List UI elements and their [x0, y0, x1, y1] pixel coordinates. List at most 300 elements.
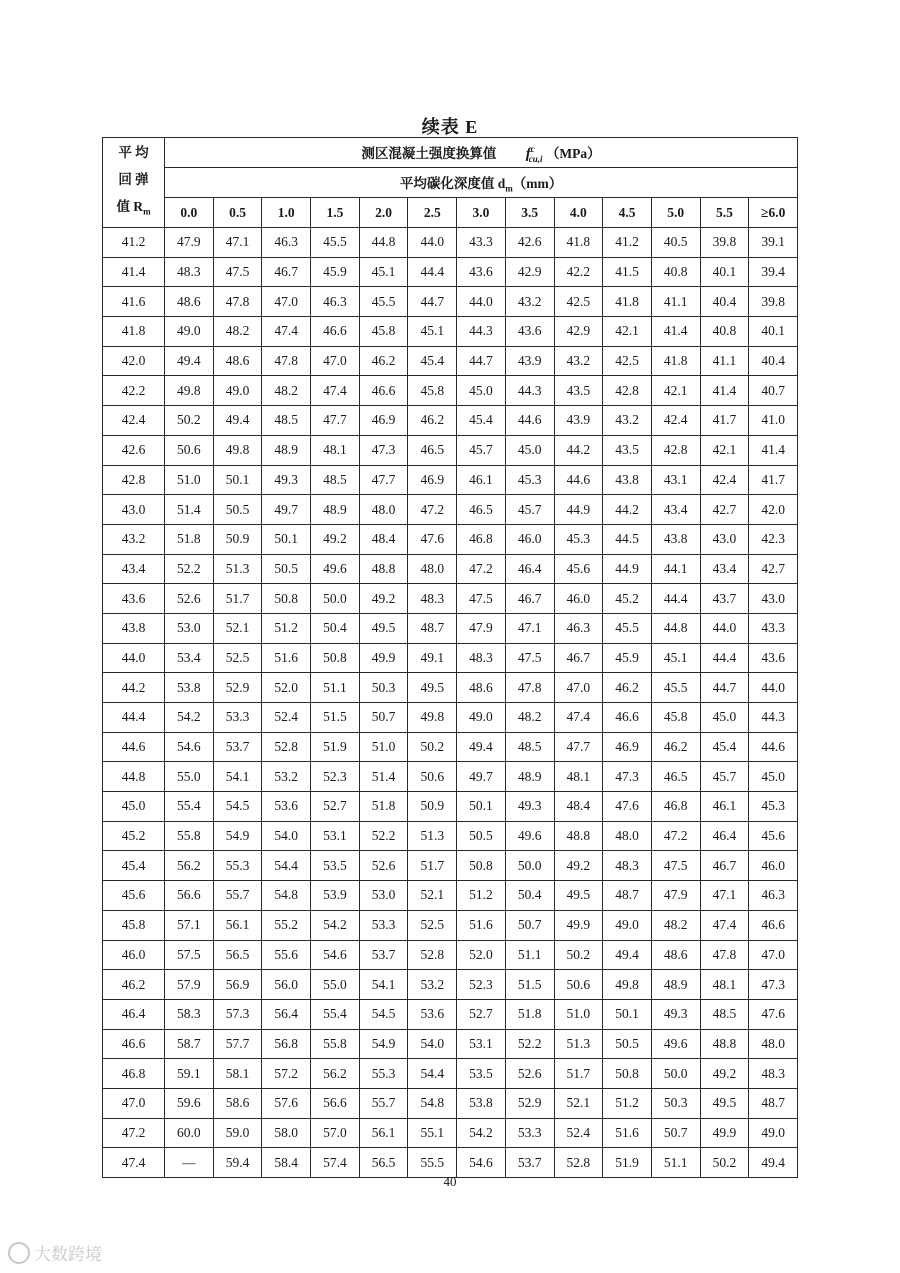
- strength-value-cell: 49.8: [603, 970, 652, 1000]
- table-row: [103, 317, 798, 347]
- strength-value-cell: 53.3: [505, 1118, 554, 1148]
- strength-value-cell: 51.5: [505, 970, 554, 1000]
- strength-value-cell: 47.8: [505, 673, 554, 703]
- strength-value-cell: 46.1: [700, 792, 749, 822]
- rm-header-line2: 回 弹: [118, 172, 149, 188]
- strength-value-cell: 52.7: [311, 792, 360, 822]
- strength-value-cell: 46.2: [359, 346, 408, 376]
- strength-value-cell: 46.8: [457, 524, 506, 554]
- depth-header-cell: [165, 168, 798, 198]
- strength-value-cell: 40.1: [700, 257, 749, 287]
- strength-value-cell: 45.8: [359, 317, 408, 347]
- strength-value-cell: 52.8: [408, 940, 457, 970]
- strength-value-cell: 50.8: [603, 1059, 652, 1089]
- strength-value-cell: 48.8: [700, 1029, 749, 1059]
- table-row: [103, 435, 798, 465]
- rm-value-cell: 46.8: [103, 1059, 165, 1089]
- strength-value-cell: 49.3: [262, 465, 311, 495]
- strength-value-cell: 51.6: [603, 1118, 652, 1148]
- strength-value-cell: 44.7: [408, 287, 457, 317]
- strength-value-cell: 54.2: [165, 703, 214, 733]
- strength-value-cell: 49.3: [505, 792, 554, 822]
- strength-value-cell: 48.6: [165, 287, 214, 317]
- strength-value-cell: 56.1: [213, 910, 262, 940]
- strength-value-cell: 46.9: [603, 732, 652, 762]
- strength-value-cell: 43.6: [505, 317, 554, 347]
- strength-value-cell: 49.2: [359, 584, 408, 614]
- strength-symbol: $f^c_{cu,i}$: [525, 143, 543, 164]
- strength-value-cell: 51.9: [603, 1148, 652, 1178]
- strength-value-cell: 47.4: [311, 376, 360, 406]
- strength-value-cell: 51.2: [603, 1088, 652, 1118]
- strength-value-cell: 57.4: [311, 1148, 360, 1178]
- table-row: [103, 821, 798, 851]
- header-row-strength: [103, 138, 798, 168]
- strength-value-cell: 48.7: [749, 1088, 798, 1118]
- strength-value-cell: 52.9: [213, 673, 262, 703]
- strength-value-cell: 46.6: [311, 317, 360, 347]
- strength-value-cell: 48.2: [651, 910, 700, 940]
- strength-value-cell: 55.7: [213, 881, 262, 911]
- strength-value-cell: 46.3: [749, 881, 798, 911]
- strength-value-cell: 49.5: [554, 881, 603, 911]
- strength-value-cell: 46.7: [700, 851, 749, 881]
- strength-value-cell: 46.3: [554, 613, 603, 643]
- strength-value-cell: 49.5: [700, 1088, 749, 1118]
- strength-value-cell: 44.6: [505, 406, 554, 436]
- watermark-logo-icon: [8, 1242, 30, 1264]
- table-row: [103, 228, 798, 258]
- strength-value-cell: 43.4: [651, 495, 700, 525]
- strength-value-cell: 47.8: [262, 346, 311, 376]
- strength-value-cell: 46.2: [408, 406, 457, 436]
- strength-value-cell: 53.3: [359, 910, 408, 940]
- table-row: [103, 762, 798, 792]
- strength-value-cell: 50.1: [213, 465, 262, 495]
- strength-value-cell: 48.1: [311, 435, 360, 465]
- strength-value-cell: 54.5: [359, 999, 408, 1029]
- strength-value-cell: 56.1: [359, 1118, 408, 1148]
- strength-value-cell: 45.9: [603, 643, 652, 673]
- strength-value-cell: 48.7: [603, 881, 652, 911]
- strength-value-cell: 47.6: [408, 524, 457, 554]
- strength-value-cell: 39.8: [749, 287, 798, 317]
- page-number: 40: [443, 1174, 457, 1189]
- strength-value-cell: 45.1: [408, 317, 457, 347]
- strength-value-cell: 55.5: [408, 1148, 457, 1178]
- strength-value-cell: 53.7: [505, 1148, 554, 1178]
- rm-value-cell: 42.0: [103, 346, 165, 376]
- strength-value-cell: 39.8: [700, 228, 749, 258]
- strength-value-cell: 46.2: [603, 673, 652, 703]
- strength-value-cell: 45.3: [505, 465, 554, 495]
- strength-value-cell: 46.0: [505, 524, 554, 554]
- strength-value-cell: 42.8: [603, 376, 652, 406]
- strength-value-cell: 45.0: [700, 703, 749, 733]
- strength-value-cell: 44.7: [700, 673, 749, 703]
- depth-header-10: 5.0: [651, 198, 700, 228]
- strength-value-cell: 51.8: [505, 999, 554, 1029]
- strength-value-cell: 47.5: [213, 257, 262, 287]
- strength-value-cell: 54.6: [457, 1148, 506, 1178]
- strength-value-cell: 47.3: [749, 970, 798, 1000]
- strength-value-cell: 51.7: [213, 584, 262, 614]
- strength-value-cell: 54.9: [359, 1029, 408, 1059]
- strength-value-cell: 52.3: [311, 762, 360, 792]
- strength-value-cell: 55.0: [311, 970, 360, 1000]
- strength-value-cell: 53.3: [213, 703, 262, 733]
- strength-value-cell: 50.1: [262, 524, 311, 554]
- strength-value-cell: 52.6: [359, 851, 408, 881]
- strength-value-cell: 41.7: [749, 465, 798, 495]
- strength-value-cell: 44.1: [651, 554, 700, 584]
- strength-value-cell: 46.1: [457, 465, 506, 495]
- rm-value-cell: 44.8: [103, 762, 165, 792]
- strength-value-cell: 44.0: [700, 613, 749, 643]
- strength-value-cell: 52.8: [554, 1148, 603, 1178]
- depth-header-5: 2.5: [408, 198, 457, 228]
- strength-value-cell: 47.2: [408, 495, 457, 525]
- depth-header-1: 0.5: [213, 198, 262, 228]
- strength-value-cell: 43.8: [603, 465, 652, 495]
- strength-value-cell: 42.1: [603, 317, 652, 347]
- table-row: [103, 1059, 798, 1089]
- strength-value-cell: 51.6: [457, 910, 506, 940]
- strength-value-cell: 53.6: [408, 999, 457, 1029]
- rm-value-cell: 42.4: [103, 406, 165, 436]
- strength-value-cell: 44.0: [408, 228, 457, 258]
- strength-value-cell: 40.4: [749, 346, 798, 376]
- strength-value-cell: 48.4: [554, 792, 603, 822]
- strength-value-cell: 49.8: [165, 376, 214, 406]
- strength-value-cell: 45.6: [749, 821, 798, 851]
- strength-value-cell: 51.9: [311, 732, 360, 762]
- strength-value-cell: 48.8: [554, 821, 603, 851]
- depth-header-4: 2.0: [359, 198, 408, 228]
- strength-value-cell: 46.3: [262, 228, 311, 258]
- strength-value-cell: 44.6: [749, 732, 798, 762]
- strength-value-cell: 43.2: [505, 287, 554, 317]
- strength-value-cell: 48.8: [359, 554, 408, 584]
- strength-value-cell: 51.0: [165, 465, 214, 495]
- strength-value-cell: 43.2: [554, 346, 603, 376]
- strength-value-cell: 52.1: [554, 1088, 603, 1118]
- rm-value-cell: 45.4: [103, 851, 165, 881]
- strength-value-cell: 50.2: [554, 940, 603, 970]
- strength-unit: （MPa）: [545, 145, 601, 161]
- strength-value-cell: 43.4: [700, 554, 749, 584]
- strength-value-cell: 41.8: [651, 346, 700, 376]
- strength-value-cell: 50.6: [165, 435, 214, 465]
- strength-value-cell: 45.2: [603, 584, 652, 614]
- strength-value-cell: 45.5: [603, 613, 652, 643]
- strength-value-cell: 47.4: [700, 910, 749, 940]
- rm-value-cell: 47.2: [103, 1118, 165, 1148]
- strength-value-cell: 50.2: [165, 406, 214, 436]
- strength-value-cell: 52.3: [457, 970, 506, 1000]
- strength-value-cell: 51.1: [505, 940, 554, 970]
- strength-value-cell: 57.5: [165, 940, 214, 970]
- strength-value-cell: 49.9: [554, 910, 603, 940]
- table-body: [103, 138, 798, 1178]
- strength-value-cell: 44.9: [603, 554, 652, 584]
- strength-value-cell: 58.3: [165, 999, 214, 1029]
- strength-value-cell: 49.0: [749, 1118, 798, 1148]
- watermark: [8, 1240, 102, 1265]
- strength-value-cell: 47.3: [603, 762, 652, 792]
- strength-value-cell: 54.4: [262, 851, 311, 881]
- depth-sub: m: [505, 183, 513, 194]
- strength-value-cell: 56.5: [359, 1148, 408, 1178]
- strength-value-cell: 52.4: [262, 703, 311, 733]
- strength-value-cell: 47.3: [359, 435, 408, 465]
- strength-value-cell: 49.2: [700, 1059, 749, 1089]
- rm-value-cell: 46.6: [103, 1029, 165, 1059]
- rm-value-cell: 46.0: [103, 940, 165, 970]
- strength-value-cell: 52.5: [213, 643, 262, 673]
- strength-value-cell: 45.8: [651, 703, 700, 733]
- table-row: [103, 732, 798, 762]
- strength-value-cell: 51.3: [408, 821, 457, 851]
- strength-value-cell: 44.0: [457, 287, 506, 317]
- strength-value-cell: 44.4: [700, 643, 749, 673]
- rm-value-cell: 45.6: [103, 881, 165, 911]
- strength-value-cell: 42.5: [554, 287, 603, 317]
- depth-header-0: 0.0: [165, 198, 214, 228]
- strength-value-cell: 41.8: [554, 228, 603, 258]
- strength-value-cell: 48.5: [262, 406, 311, 436]
- strength-value-cell: 48.1: [554, 762, 603, 792]
- strength-value-cell: 51.2: [262, 613, 311, 643]
- strength-value-cell: 55.8: [311, 1029, 360, 1059]
- depth-unit: （mm）: [512, 175, 563, 191]
- strength-value-cell: 50.5: [457, 821, 506, 851]
- strength-value-cell: 52.2: [165, 554, 214, 584]
- rm-value-cell: 46.2: [103, 970, 165, 1000]
- strength-value-cell: 50.8: [311, 643, 360, 673]
- strength-value-cell: 45.0: [457, 376, 506, 406]
- strength-value-cell: 43.9: [505, 346, 554, 376]
- strength-value-cell: 44.2: [603, 495, 652, 525]
- strength-value-cell: 49.0: [457, 703, 506, 733]
- strength-value-cell: 54.0: [262, 821, 311, 851]
- strength-value-cell: 48.9: [262, 435, 311, 465]
- strength-value-cell: 49.4: [213, 406, 262, 436]
- strength-value-cell: 54.0: [408, 1029, 457, 1059]
- strength-value-cell: 50.7: [651, 1118, 700, 1148]
- strength-value-cell: 43.3: [749, 613, 798, 643]
- strength-value-cell: 55.8: [165, 821, 214, 851]
- strength-value-cell: 39.1: [749, 228, 798, 258]
- strength-value-cell: 50.8: [262, 584, 311, 614]
- strength-value-cell: 45.1: [359, 257, 408, 287]
- strength-value-cell: 42.6: [505, 228, 554, 258]
- strength-value-cell: 51.2: [457, 881, 506, 911]
- strength-value-cell: 48.3: [457, 643, 506, 673]
- strength-value-cell: 42.7: [700, 495, 749, 525]
- strength-value-cell: 50.9: [213, 524, 262, 554]
- strength-value-cell: 47.1: [700, 881, 749, 911]
- strength-value-cell: 46.5: [408, 435, 457, 465]
- strength-value-cell: 57.1: [165, 910, 214, 940]
- strength-value-cell: 53.2: [262, 762, 311, 792]
- strength-value-cell: 48.7: [408, 613, 457, 643]
- table-row: [103, 465, 798, 495]
- strength-value-cell: 40.4: [700, 287, 749, 317]
- strength-value-cell: 41.5: [603, 257, 652, 287]
- strength-value-cell: 50.5: [262, 554, 311, 584]
- strength-value-cell: 43.5: [603, 435, 652, 465]
- strength-value-cell: 44.4: [651, 584, 700, 614]
- depth-header-3: 1.5: [311, 198, 360, 228]
- strength-value-cell: 52.2: [359, 821, 408, 851]
- strength-value-cell: 51.3: [554, 1029, 603, 1059]
- strength-value-cell: 46.0: [749, 851, 798, 881]
- strength-value-cell: 52.8: [262, 732, 311, 762]
- depth-header-6: 3.0: [457, 198, 506, 228]
- strength-value-cell: 42.4: [651, 406, 700, 436]
- strength-value-cell: 46.5: [651, 762, 700, 792]
- depth-header-9: 4.5: [603, 198, 652, 228]
- strength-value-cell: 39.4: [749, 257, 798, 287]
- rm-value-cell: 45.0: [103, 792, 165, 822]
- strength-value-cell: 48.9: [311, 495, 360, 525]
- strength-value-cell: 48.3: [749, 1059, 798, 1089]
- strength-value-cell: 48.3: [165, 257, 214, 287]
- strength-value-cell: 50.4: [505, 881, 554, 911]
- strength-value-cell: 47.5: [457, 584, 506, 614]
- strength-value-cell: 45.0: [505, 435, 554, 465]
- table-row: [103, 554, 798, 584]
- strength-value-cell: 48.5: [505, 732, 554, 762]
- strength-value-cell: 49.4: [749, 1148, 798, 1178]
- strength-value-cell: 49.0: [165, 317, 214, 347]
- strength-value-cell: 54.1: [213, 762, 262, 792]
- strength-value-cell: 45.4: [700, 732, 749, 762]
- strength-value-cell: 58.4: [262, 1148, 311, 1178]
- strength-value-cell: 59.6: [165, 1088, 214, 1118]
- rm-value-cell: 41.2: [103, 228, 165, 258]
- strength-value-cell: 56.2: [311, 1059, 360, 1089]
- strength-value-cell: 49.4: [165, 346, 214, 376]
- table-row: [103, 287, 798, 317]
- strength-value-cell: 49.4: [603, 940, 652, 970]
- strength-value-cell: 45.7: [457, 435, 506, 465]
- strength-value-cell: 55.4: [311, 999, 360, 1029]
- strength-value-cell: 42.8: [651, 435, 700, 465]
- strength-value-cell: 47.7: [311, 406, 360, 436]
- strength-value-cell: 46.4: [700, 821, 749, 851]
- strength-value-cell: 54.6: [311, 940, 360, 970]
- table-row: [103, 940, 798, 970]
- rm-value-cell: 45.8: [103, 910, 165, 940]
- rm-header-line3: 值 $R_m$: [116, 199, 151, 217]
- strength-value-cell: 52.9: [505, 1088, 554, 1118]
- strength-value-cell: 52.1: [408, 881, 457, 911]
- strength-value-cell: 46.6: [749, 910, 798, 940]
- strength-value-cell: 57.3: [213, 999, 262, 1029]
- strength-value-cell: 44.3: [457, 317, 506, 347]
- strength-value-cell: 43.5: [554, 376, 603, 406]
- strength-value-cell: 49.6: [505, 821, 554, 851]
- table-row: [103, 1029, 798, 1059]
- strength-value-cell: 44.8: [651, 613, 700, 643]
- strength-value-cell: 47.0: [262, 287, 311, 317]
- strength-value-cell: 55.6: [262, 940, 311, 970]
- strength-value-cell: 46.0: [554, 584, 603, 614]
- strength-value-cell: 51.7: [554, 1059, 603, 1089]
- depth-title: 平均碳化深度值 d: [399, 175, 506, 191]
- strength-value-cell: 45.7: [700, 762, 749, 792]
- strength-value-cell: 49.0: [213, 376, 262, 406]
- strength-value-cell: 46.7: [554, 643, 603, 673]
- strength-value-cell: 47.8: [213, 287, 262, 317]
- strength-value-cell: 42.1: [651, 376, 700, 406]
- depth-header-2: 1.0: [262, 198, 311, 228]
- strength-value-cell: 52.0: [457, 940, 506, 970]
- rm-value-cell: 45.2: [103, 821, 165, 851]
- strength-value-cell: 42.3: [749, 524, 798, 554]
- strength-value-cell: 45.5: [359, 287, 408, 317]
- rm-value-cell: 43.4: [103, 554, 165, 584]
- strength-value-cell: 46.5: [457, 495, 506, 525]
- strength-value-cell: 42.0: [749, 495, 798, 525]
- strength-value-cell: 43.3: [457, 228, 506, 258]
- strength-value-cell: 46.6: [359, 376, 408, 406]
- strength-value-cell: 55.1: [408, 1118, 457, 1148]
- strength-value-cell: 48.0: [408, 554, 457, 584]
- strength-value-cell: 57.0: [311, 1118, 360, 1148]
- rm-value-cell: 42.8: [103, 465, 165, 495]
- strength-value-cell: 45.3: [554, 524, 603, 554]
- strength-value-cell: 58.7: [165, 1029, 214, 1059]
- strength-value-cell: 52.4: [554, 1118, 603, 1148]
- watermark-text: 大数跨境: [34, 1245, 102, 1265]
- strength-value-cell: 49.5: [359, 613, 408, 643]
- table-row: [103, 406, 798, 436]
- rm-value-cell: 43.8: [103, 613, 165, 643]
- strength-value-cell: 55.4: [165, 792, 214, 822]
- strength-value-cell: 50.0: [311, 584, 360, 614]
- strength-value-cell: 53.0: [165, 613, 214, 643]
- strength-value-cell: 56.6: [165, 881, 214, 911]
- strength-value-cell: 47.5: [505, 643, 554, 673]
- table-row: [103, 673, 798, 703]
- strength-value-cell: 59.0: [213, 1118, 262, 1148]
- strength-value-cell: 59.1: [165, 1059, 214, 1089]
- strength-value-cell: 45.9: [311, 257, 360, 287]
- strength-value-cell: 52.1: [213, 613, 262, 643]
- strength-value-cell: 41.2: [603, 228, 652, 258]
- strength-value-cell: 50.7: [505, 910, 554, 940]
- strength-value-cell: 49.2: [311, 524, 360, 554]
- strength-value-cell: 45.4: [457, 406, 506, 436]
- rm-value-cell: 43.6: [103, 584, 165, 614]
- strength-value-cell: 43.7: [700, 584, 749, 614]
- strength-value-cell: 42.5: [603, 346, 652, 376]
- strength-value-cell: 49.8: [213, 435, 262, 465]
- strength-value-cell: 50.0: [505, 851, 554, 881]
- strength-value-cell: 40.7: [749, 376, 798, 406]
- strength-value-cell: 45.5: [651, 673, 700, 703]
- strength-value-cell: 57.6: [262, 1088, 311, 1118]
- strength-value-cell: 41.1: [651, 287, 700, 317]
- strength-value-cell: 57.7: [213, 1029, 262, 1059]
- table-row: [103, 910, 798, 940]
- strength-value-cell: 48.5: [700, 999, 749, 1029]
- strength-value-cell: 48.3: [408, 584, 457, 614]
- strength-title: 测区混凝土强度换算值: [361, 145, 497, 161]
